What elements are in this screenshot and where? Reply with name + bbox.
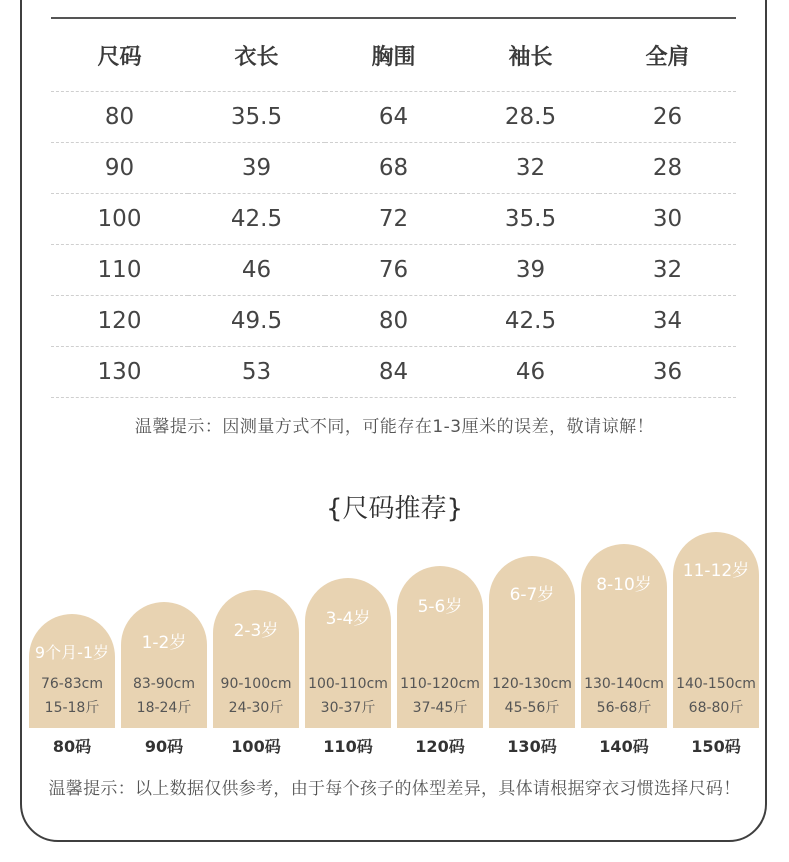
size-label: 140码 [599,737,649,756]
size-label: 150码 [691,737,741,756]
cell-shoulder: 30 [599,194,736,245]
size-label: 120码 [415,737,465,756]
cell-size: 120 [51,296,188,347]
table-row [51,143,736,194]
recommend-card-140 [581,544,667,728]
cell-size: 80 [51,92,188,143]
cell-chest: 68 [325,143,462,194]
cell-size: 130 [51,347,188,398]
card-weight: 37-45斤 [412,700,468,716]
card-height: 90-100cm [220,676,292,692]
table-header-row [51,19,736,92]
header-length: 衣长 [188,19,325,92]
cell-sleeve: 46 [462,347,599,398]
header-size: 尺码 [51,19,188,92]
card-height: 140-150cm [676,676,756,692]
card-height: 120-130cm [492,676,572,692]
cell-shoulder: 28 [599,143,736,194]
cell-chest: 64 [325,92,462,143]
size-label: 130码 [507,737,557,756]
cell-sleeve: 39 [462,245,599,296]
cell-length: 46 [188,245,325,296]
cell-length: 35.5 [188,92,325,143]
cell-length: 42.5 [188,194,325,245]
card-height: 83-90cm [132,676,195,692]
table-row [51,194,736,245]
card-height: 110-120cm [400,676,480,692]
card-age: 6-7岁 [509,585,555,605]
cell-shoulder: 32 [599,245,736,296]
measurement-note: 温馨提示：因测量方式不同，可能存在1-3厘米的误差，敬请谅解！ [134,417,655,437]
reference-note: 温馨提示：以上数据仅供参考，由于每个孩子的体型差异，具体请根据穿衣习惯选择尺码！ [48,779,741,799]
cell-chest: 76 [325,245,462,296]
recommend-card-130 [489,556,575,728]
recommend-card-150 [673,532,759,728]
table-row [51,296,736,347]
size-label: 100码 [231,737,281,756]
cell-sleeve: 28.5 [462,92,599,143]
cell-sleeve: 42.5 [462,296,599,347]
size-table [51,19,736,398]
section-title: {尺码推荐} [325,494,464,524]
cell-size: 90 [51,143,188,194]
card-height: 130-140cm [584,676,664,692]
cell-length: 49.5 [188,296,325,347]
cell-chest: 84 [325,347,462,398]
cell-chest: 72 [325,194,462,245]
table-row [51,245,736,296]
cell-sleeve: 32 [462,143,599,194]
card-weight: 45-56斤 [504,700,560,716]
cell-length: 39 [188,143,325,194]
card-height: 100-110cm [308,676,388,692]
size-label: 80码 [52,737,92,756]
card-weight: 15-18斤 [44,700,100,716]
card-age: 3-4岁 [325,609,371,629]
header-chest: 胸围 [325,19,462,92]
card-height: 76-83cm [40,676,103,692]
card-weight: 24-30斤 [228,700,284,716]
card-weight: 56-68斤 [596,700,652,716]
recommend-card-80 [29,614,115,728]
table-row [51,347,736,398]
card-weight: 18-24斤 [136,700,192,716]
header-sleeve: 袖长 [462,19,599,92]
cell-shoulder: 26 [599,92,736,143]
recommend-card-100 [213,590,299,728]
table-row [51,92,736,143]
card-age: 9个月-1岁 [34,643,110,662]
recommend-card-120 [397,566,483,728]
cell-sleeve: 35.5 [462,194,599,245]
card-age: 5-6岁 [417,597,463,617]
card-weight: 30-37斤 [320,700,376,716]
cell-shoulder: 34 [599,296,736,347]
cell-size: 100 [51,194,188,245]
recommend-card-110 [305,578,391,728]
cell-length: 53 [188,347,325,398]
size-label: 90码 [144,737,184,756]
card-age: 11-12岁 [682,561,750,581]
cell-chest: 80 [325,296,462,347]
card-weight: 68-80斤 [688,700,744,716]
cell-shoulder: 36 [599,347,736,398]
card-age: 2-3岁 [233,621,279,641]
recommend-card-90 [121,602,207,728]
card-age: 8-10岁 [596,575,652,595]
header-shoulder: 全肩 [599,19,736,92]
size-label: 110码 [323,737,373,756]
card-age: 1-2岁 [141,633,187,653]
cell-size: 110 [51,245,188,296]
